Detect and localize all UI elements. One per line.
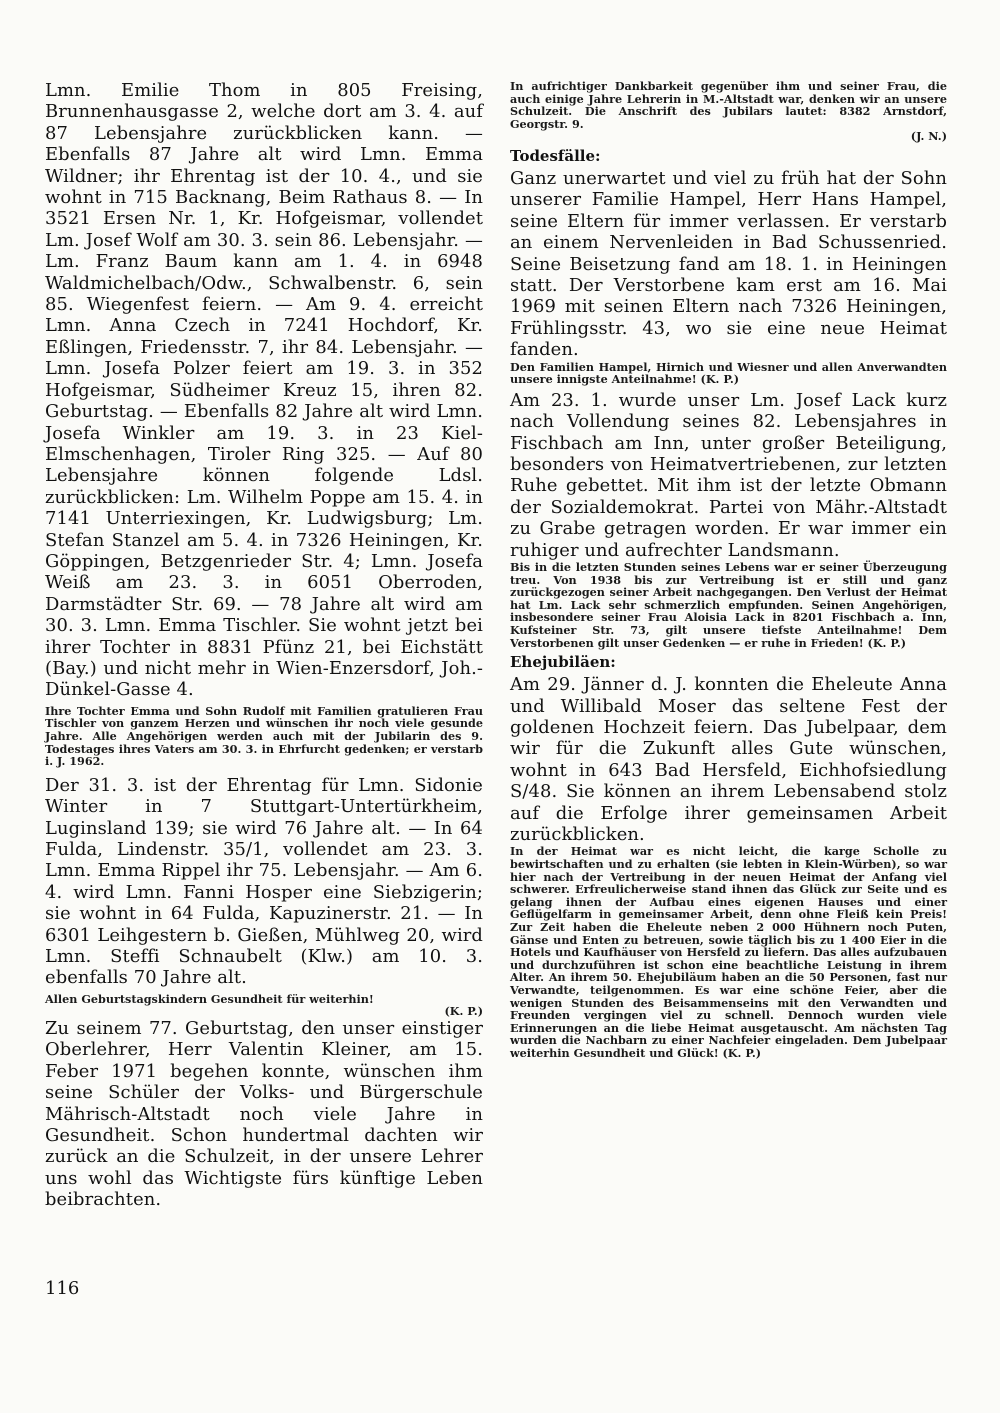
- page-number: 116: [45, 1278, 80, 1299]
- birthday-wishes: Allen Geburtstagskindern Gesundheit für weiterhin!: [45, 991, 374, 1006]
- deaths-heading: Todesfälle:: [510, 146, 601, 165]
- lack-condolence: Bis in die letzten Stunden seines Lebens war er seiner Überzeugung treu. Von 1938 bis zur Vertreibung ist er still und ganz zurückgezogen seiner Arbeit nachgegangen. Den Verlust der Heimat hat Lm. Lack sehr schmerzlich empfunden. Seinen Angehörigen, insbesondere seiner Frau Aloisia Lack in 8201 Fischbach a. Inn, Kufsteiner Str. 73, gilt unsere tiefste Anteilnahme! Dem Verstorbenen gilt unser Gedenken — er ruhe in Frieden! (K. P.): [510, 560, 947, 650]
- kleiner-note-signature: (J. N.): [910, 129, 947, 144]
- lack-obituary: Am 23. 1. wurde unser Lm. Josef Lack kurz nach Vollendung seines 82. Lebensjahres in Fischbach am Inn, unter großer Beteiligung, besonders von Heimatvertriebenen, zur letzten Ruhe gebettet. Mit ihm ist der letzte Obmann der Sozialdemokrat. Partei von Mähr.-Altstadt zu Grabe getragen worden. Er war immer ein ruhiger und aufrechter Landsmann.: [510, 389, 947, 561]
- tischler-family-note: Ihre Tochter Emma und Sohn Rudolf mit Familien gratulieren Frau Tischler von ganzem Herzen und wünschen ihr noch viele gesunde Jahre. Alle Angehörigen werden auch mit der Jubilarin des 9. Todestages ihres Vaters am 30. 3. in Ehrfurcht gedenken; er verstarb i. J. 1962.: [45, 703, 483, 769]
- birthday-wishes-signature: (K. P.): [444, 1004, 483, 1019]
- left-column: [45, 80, 483, 1211]
- jubilees-heading: Ehejubiläen:: [510, 653, 616, 672]
- hampel-obituary: Ganz unerwartet und viel zu früh hat der Sohn unserer Familie Hampel, Herr Hans Hampel, seine Eltern für immer verlassen. Er verstarb an einem Nervenleiden in Bad Schussenried. Seine Beisetzung fand am 18. 1. in Heiningen statt. Der Verstorbene kam erst am 16. Mai 1969 mit seinen Eltern nach 7326 Heiningen, Frühlingsstr. 43, wo sie eine neue Heimat fanden.: [510, 167, 947, 361]
- birthday-announcements-continued: Der 31. 3. ist der Ehrentag für Lmn. Sidonie Winter in 7 Stuttgart-Untertürkheim, Luginsland 139; sie wird 76 Jahre alt. — In 64 Fulda, Lindenstr. 35/1, vollendet am 23. 3. Lmn. Emma Rippel ihr 75. Lebensjahr. — Am 6. 4. wird Lmn. Fanni Hosper eine Siebzigerin; sie wohnt in 64 Fulda, Kapuzinerstr. 21. — In 6301 Leihgestern b. Gießen, Mühlweg 20, wird Lmn. Steffi Schnaubelt (Klw.) am 10. 3. ebenfalls 70 Jahre alt.: [45, 774, 483, 989]
- birthday-announcements: Lmn. Emilie Thom in 805 Freising, Brunnenhausgasse 2, welche dort am 3. 4. auf 87 Lebensjahre zurückblicken kann. — Ebenfalls 87 Jahre alt wird Lmn. Emma Wildner; ihr Ehrentag ist der 10. 4., und sie wohnt in 715 Backnang, Beim Rathaus 8. — In 3521 Ersen Nr. 1, Kr. Hofgeismar, vollendet Lm. Josef Wolf am 30. 3. sein 86. Lebensjahr. — Lm. Franz Baum kann am 1. 4. in 6948 Waldmichelbach/Odw., Schwalbenstr. 6, sein 85. Wiegenfest feiern. — Am 9. 4. erreicht Lmn. Anna Czech in 7241 Hochdorf, Kr. Eßlingen, Friedensstr. 7, ihr 84. Lebensjahr. — Lmn. Josefa Polzer feiert am 19. 3. in 352 Hofgeismar, Südheimer Kreuz 15, ihren 82. Geburtstag. — Ebenfalls 82 Jahre alt wird Lmn. Josefa Winkler am 19. 3. in 23 Kiel-Elmschenhagen, Tiroler Ring 325. — Auf 80 Lebensjahre können folgende Ldsl. zurückblicken: Lm. Wilhelm Poppe am 15. 4. in 7141 Unterriexingen, Kr. Ludwigsburg; Lm. Stefan Stanzel am 5. 4. in 7326 Heiningen, Kr. Göppingen, Betzgenrieder Str. 4; Lmn. Josefa Weiß am 23. 3. in 6051 Oberroden, Darmstädter Str. 69. — 78 Jahre alt wird am 30. 3. Lmn. Emma Tischler. Sie wohnt jetzt bei ihrer Tochter in 8831 Pfünz 21, bei Eichstätt (Bay.) und nicht mehr in Wien-Enzersdorf, Joh.-Dünkel-Gasse 4.: [45, 80, 483, 701]
- kleiner-note: In aufrichtiger Dankbarkeit gegenüber ihm und seiner Frau, die auch einige Jahre Lehrerin in M.-Altstadt war, denken wir an unsere Schulzeit. Die Anschrift des Jubilars lautet: 8382 Arnstdorf, Georgstr. 9.: [510, 79, 947, 131]
- right-column: [510, 80, 947, 1060]
- kleiner-birthday-article: Zu seinem 77. Geburtstag, den unser einstiger Oberlehrer, Herr Valentin Kleiner, am 15. Feber 1971 begehen konnte, wünschen ihm seine Schüler der Volks- und Bürgerschule Mährisch-Altstadt noch viele Jahre in Gesundheit. Schon hundertmal dachten wir zurück an die Schulzeit, in der unsere Lehrer uns wohl das Wichtigste fürs künftige Leben beibrachten.: [45, 1018, 483, 1211]
- hampel-condolence: Den Familien Hampel, Hirnich und Wiesner und allen Anverwandten unsere innigste Anteilnahme! (K. P.): [510, 359, 947, 387]
- moser-anniversary-note: In der Heimat war es nicht leicht, die karge Scholle zu bewirtschaften und zu erhalten (sie lebten in Klein-Würben), so war hier nach der Vertreibung in der neuen Heimat der Anfang viel schwerer. Erfreulicherweise stand ihnen das Glück zur Seite und es gelang ihnen der Aufbau eines eigenen Hauses und einer Geflügelfarm in gemeinsamer Arbeit, denn ohne Fleiß kein Preis! Zur Zeit haben die Eheleute neben 2 000 Hühnern noch Puten, Gänse und Enten zu betreuen, sowie täglich bis zu 1 400 Eier in die Hotels und Kaufhäuser von Hersfeld zu liefern. Das alles aufzubauen und durchzuführen ist schon eine beachtliche Leistung in ihrem Alter. An ihrem 50. Ehejubiläum haben an die 50 Personen, fast nur Verwandte, teilgenommen. Es war eine schöne Feier, aber die wenigen Stunden des Beisammenseins mit den Verwandten und Freunden vergingen viel zu schnell. Dennoch wurden viele Erinnerungen an die liebe Heimat ausgetauscht. Am nächsten Tag wurden die Nachbarn zu einer Nachfeier eingeladen. Dem Jubelpaar weiterhin Gesundheit und Glück! (K. P.): [510, 844, 947, 1060]
- moser-anniversary: Am 29. Jänner d. J. konnten die Eheleute Anna und Willibald Moser das seltene Fest der goldenen Hochzeit feiern. Das Jubelpaar, dem wir für die Zukunft alles Gute wünschen, wohnt in 643 Bad Hersfeld, Eichhofsiedlung S/48. Sie können an ihrem Lebensabend stolz auf die Erfolge ihrer gemeinsamen Arbeit zurückblicken.: [510, 674, 947, 846]
